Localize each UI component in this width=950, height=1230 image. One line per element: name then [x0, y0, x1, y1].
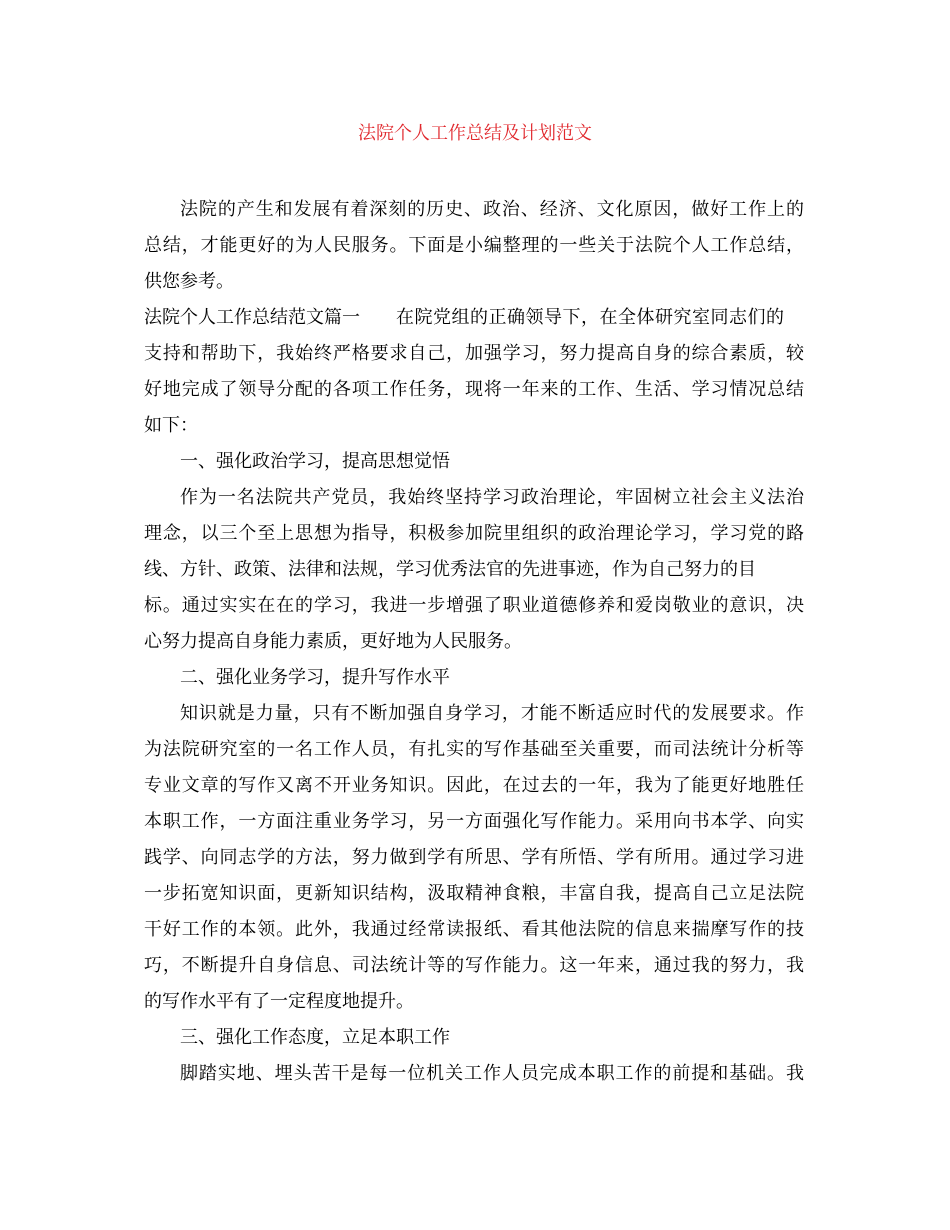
paragraph-text: 在院党组的正确领导下，在全体研究室同志们的 — [396, 307, 784, 328]
paragraph-line: 一步拓宽知识面，更新知识结构，汲取精神食粮，丰富自我，提高自己立足法院 — [144, 883, 804, 904]
paragraph-line: 法院的产生和发展有着深刻的历史、政治、经济、文化原因，做好工作上的 — [180, 199, 804, 220]
paragraph-line: 供您参考。 — [144, 271, 234, 292]
paragraph-line: 如下： — [144, 415, 198, 436]
paragraph-line: 践学、向同志学的方法，努力做到学有所思、学有所悟、学有所用。通过学习进 — [144, 847, 804, 868]
paragraph-line: 的写作水平有了一定程度地提升。 — [144, 991, 414, 1012]
paragraph-line: 线、方针、政策、法律和法规，学习优秀法官的先进事迹，作为自己努力的目 — [144, 559, 756, 580]
paragraph-line: 总结，才能更好的为人民服务。下面是小编整理的一些关于法院个人工作总结， — [144, 235, 804, 256]
paragraph-line: 支持和帮助下，我始终严格要求自己，加强学习，努力提高自身的综合素质，较 — [144, 343, 804, 364]
paragraph-line: 理念，以三个至上思想为指导，积极参加院里组织的政治理论学习，学习党的路 — [144, 523, 804, 544]
paragraph-line: 知识就是力量，只有不断加强自身学习，才能不断适应时代的发展要求。作 — [180, 703, 804, 724]
paragraph-line: 巧，不断提升自身信息、司法统计等的写作能力。这一年来，通过我的努力，我 — [144, 955, 804, 976]
paragraph-line: 专业文章的写作又离不开业务知识。因此，在过去的一年，我为了能更好地胜任 — [144, 775, 804, 796]
section-heading: 二、强化业务学习，提升写作水平 — [180, 667, 450, 688]
paragraph-line: 心努力提高自身能力素质，更好地为人民服务。 — [144, 631, 522, 652]
paragraph-line: 本职工作，一方面注重业务学习，另一方面强化写作能力。采用向书本学、向实 — [144, 811, 804, 832]
paragraph-line: 标。通过实实在在的学习，我进一步增强了职业道德修养和爱岗敬业的意识，决 — [144, 595, 804, 616]
paragraph-line: 脚踏实地、埋头苦干是每一位机关工作人员完成本职工作的前提和基础。我 — [180, 1063, 804, 1084]
section-heading: 一、强化政治学习，提高思想觉悟 — [180, 451, 450, 472]
paragraph-line: 好地完成了领导分配的各项工作任务，现将一年来的工作、生活、学习情况总结 — [144, 379, 804, 400]
document-title: 法院个人工作总结及计划范文 — [358, 123, 592, 144]
section-heading: 三、强化工作态度，立足本职工作 — [180, 1027, 450, 1048]
paragraph-line: 干好工作的本领。此外，我通过经常读报纸、看其他法院的信息来揣摩写作的技 — [144, 919, 804, 940]
paragraph-line: 为法院研究室的一名工作人员，有扎实的写作基础至关重要，而司法统计分析等 — [144, 739, 804, 760]
paragraph-line: 作为一名法院共产党员，我始终坚持学习政治理论，牢固树立社会主义法治 — [180, 487, 804, 508]
section-heading-line — [144, 306, 804, 330]
section-heading: 法院个人工作总结范文篇一 — [144, 307, 360, 328]
